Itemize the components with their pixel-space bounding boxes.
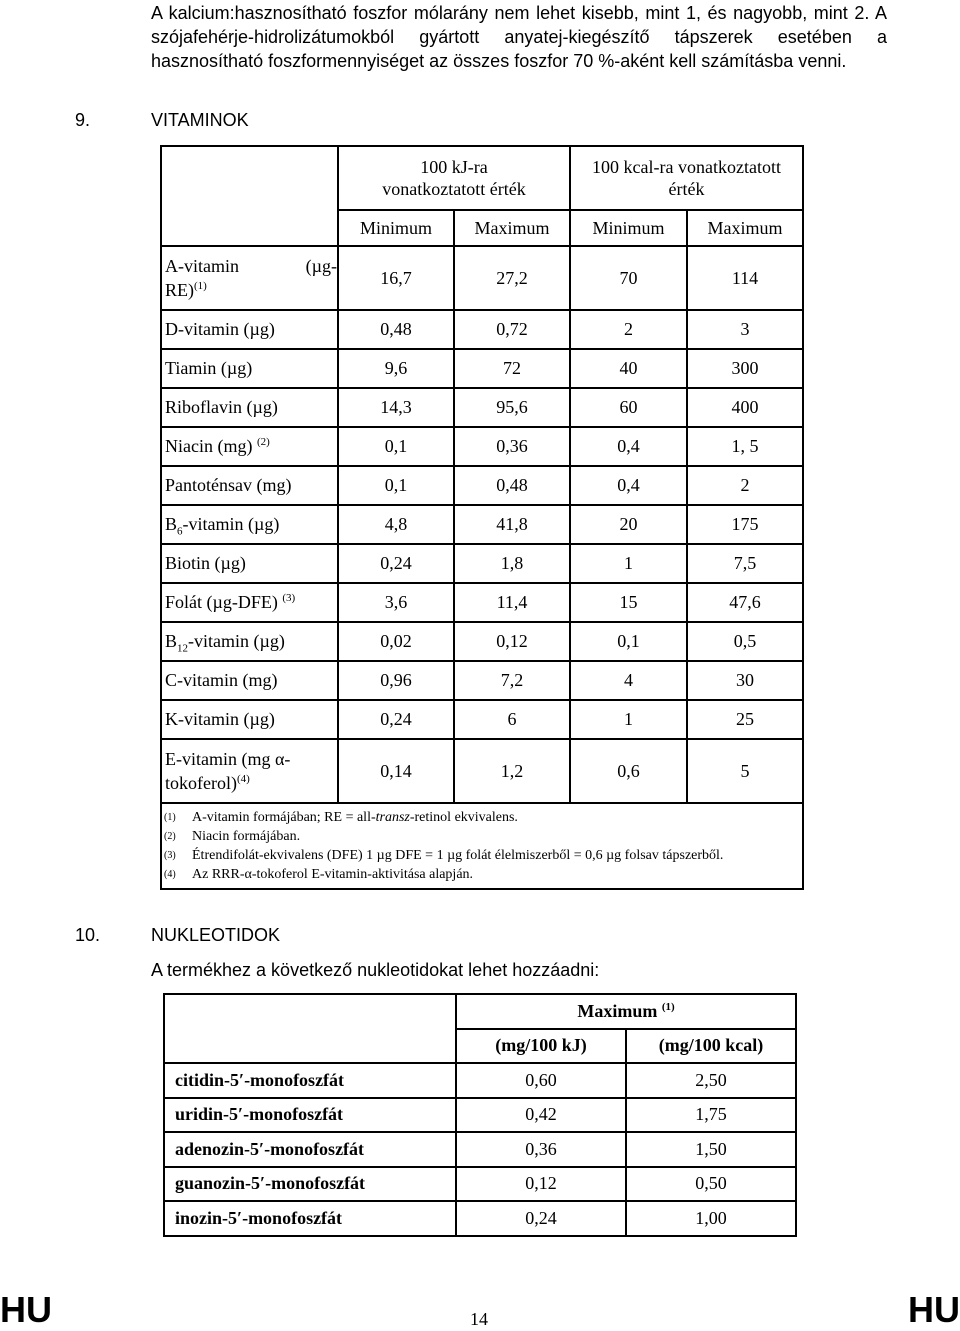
kcal-max-value: 175 — [687, 505, 803, 544]
kcal-max-value: 114 — [687, 246, 803, 310]
nucleotide-table-corner-cell — [164, 994, 456, 1063]
kj-max-value: 7,2 — [454, 661, 570, 700]
footnote: (2) Niacin formájában. — [164, 829, 301, 844]
header-kcal: 100 kcal-ra vonatkoztatott érték — [570, 146, 803, 210]
footer-country-code-left: HU — [0, 1289, 52, 1330]
kj-max-value: 0,72 — [454, 310, 570, 349]
kcal-max-value: 2 — [687, 466, 803, 505]
table-row — [161, 246, 803, 310]
kj-max-value: 11,4 — [454, 583, 570, 622]
kcal-value: 0,50 — [626, 1167, 796, 1202]
kcal-max-value: 400 — [687, 388, 803, 427]
kcal-min-value: 20 — [570, 505, 687, 544]
vitamin-name: Biotin (µg) — [161, 544, 338, 583]
kj-max-header: Maximum — [454, 210, 570, 246]
kj-max-value: 27,2 — [454, 246, 570, 310]
kj-max-value: 0,48 — [454, 466, 570, 505]
kcal-max-header: Maximum — [687, 210, 803, 246]
vitamin-name: $B_6$-vitamin (µg) — [161, 505, 338, 544]
kj-max-value: 72 — [454, 349, 570, 388]
nucleotide-table — [163, 993, 797, 1237]
kcal-max-value: 3 — [687, 310, 803, 349]
kj-min-header: Minimum — [338, 210, 454, 246]
kcal-min-value: 15 — [570, 583, 687, 622]
intro-text: A kalcium:hasznosítható foszfor mólarány nem lehet kisebb, mint 1, és nagyobb, mint 2. A szójafehérje-hidrolizátumokból gyártott anyatej-kiegészítő tápszerek esetében a hasznosítható foszformennyiséget az összes foszfor 70 %-aként kell számításba venni. — [151, 3, 887, 71]
vitamin-name: A-vitamin (µg- RE)$^{(1)}$ — [161, 246, 338, 310]
section-title: VITAMINOK — [151, 110, 249, 130]
kj-min-value: 16,7 — [338, 246, 454, 310]
kj-value: 0,60 — [456, 1063, 626, 1098]
vitamin-name: K-vitamin (µg) — [161, 700, 338, 739]
kj-min-value: 0,24 — [338, 700, 454, 739]
kcal-value: 1,75 — [626, 1098, 796, 1133]
nucleotide-name: inozin-5′-monofoszfát — [164, 1201, 456, 1236]
kj-min-value: 9,6 — [338, 349, 454, 388]
kcal-min-value: 4 — [570, 661, 687, 700]
vitamin-table-corner-cell — [161, 146, 338, 246]
kcal-max-value: 7,5 — [687, 544, 803, 583]
section-number: 9. — [75, 110, 91, 130]
kj-min-value: 0,96 — [338, 661, 454, 700]
footnotes — [161, 803, 803, 889]
unit-kcal-header: (mg/100 kcal) — [626, 1029, 796, 1064]
kcal-value: 1,50 — [626, 1132, 796, 1167]
section-number: 10. — [75, 925, 101, 945]
kcal-max-value: 0,5 — [687, 622, 803, 661]
footnote: (1) A-vitamin formájában; RE = all-transz-retinol ekvivalens. — [164, 810, 518, 825]
table-row — [164, 1063, 796, 1098]
table-row — [161, 661, 803, 700]
table-row — [164, 1098, 796, 1133]
kcal-max-value: 1, 5 — [687, 427, 803, 466]
vitamin-name: Niacin (mg) $^{(2)}$ — [161, 427, 338, 466]
kj-min-value: 0,48 — [338, 310, 454, 349]
kcal-min-value: 0,4 — [570, 427, 687, 466]
vitamin-name: Tiamin (µg) — [161, 349, 338, 388]
vitamin-name: E-vitamin (mg α- tokoferol)$^{(4)}$ — [161, 739, 338, 803]
kcal-max-value: 47,6 — [687, 583, 803, 622]
footnote: (4) Az RRR-α-tokoferol E-vitamin-aktivitása alapján. — [164, 867, 474, 882]
vitamin-table — [160, 145, 804, 890]
kj-max-value: 1,8 — [454, 544, 570, 583]
section-title: NUKLEOTIDOK — [151, 925, 281, 945]
kj-max-value: 1,2 — [454, 739, 570, 803]
page-number: 14 — [470, 1309, 488, 1329]
table-row — [164, 1132, 796, 1167]
header-kj: 100 kJ-ra vonatkoztatott érték — [338, 146, 570, 210]
kj-value: 0,36 — [456, 1132, 626, 1167]
table-row — [161, 427, 803, 466]
kcal-min-value: 0,4 — [570, 466, 687, 505]
kcal-min-value: 1 — [570, 700, 687, 739]
nucleotide-name: citidin-5′-monofoszfát — [164, 1063, 456, 1098]
footnote: (3) Étrendifolát-ekvivalens (DFE) 1 µg DFE = 1 µg folát élelmiszerből = 0,6 µg folsav tápszerből. — [164, 848, 724, 863]
kj-value: 0,24 — [456, 1201, 626, 1236]
kj-max-value: 0,36 — [454, 427, 570, 466]
kj-value: 0,12 — [456, 1167, 626, 1202]
kcal-min-value: 1 — [570, 544, 687, 583]
kj-max-value: 6 — [454, 700, 570, 739]
kcal-min-value: 40 — [570, 349, 687, 388]
kj-value: 0,42 — [456, 1098, 626, 1133]
kj-min-value: 0,14 — [338, 739, 454, 803]
kcal-min-value: 60 — [570, 388, 687, 427]
nucleotide-name: adenozin-5′-monofoszfát — [164, 1132, 456, 1167]
kj-max-value: 0,12 — [454, 622, 570, 661]
table-row — [161, 622, 803, 661]
kj-max-value: 41,8 — [454, 505, 570, 544]
kcal-min-value: 0,1 — [570, 622, 687, 661]
kj-max-value: 95,6 — [454, 388, 570, 427]
vitamin-name: Riboflavin (µg) — [161, 388, 338, 427]
footnotes-row — [161, 803, 803, 889]
table-row — [161, 349, 803, 388]
max-header: Maximum $^{(1)}$ — [456, 994, 796, 1029]
vitamin-name: Folát (µg-DFE) $^{(3)}$ — [161, 583, 338, 622]
kcal-max-value: 300 — [687, 349, 803, 388]
kcal-min-value: 2 — [570, 310, 687, 349]
nucleotide-intro: A termékhez a következő nukleotidokat lehet hozzáadni: — [151, 960, 600, 980]
nucleotide-name: uridin-5′-monofoszfát — [164, 1098, 456, 1133]
vitamin-name: Pantoténsav (mg) — [161, 466, 338, 505]
kcal-min-value: 0,6 — [570, 739, 687, 803]
table-row — [161, 700, 803, 739]
kj-min-value: 0,24 — [338, 544, 454, 583]
kj-min-value: 0,1 — [338, 466, 454, 505]
vitamin-name: $B_{12}$-vitamin (µg) — [161, 622, 338, 661]
kcal-min-value: 70 — [570, 246, 687, 310]
kcal-max-value: 30 — [687, 661, 803, 700]
kj-min-value: 3,6 — [338, 583, 454, 622]
intro-paragraph — [151, 1, 887, 73]
table-row — [161, 739, 803, 803]
footer-country-code-right: HU — [908, 1289, 960, 1330]
kj-min-value: 4,8 — [338, 505, 454, 544]
kcal-min-header: Minimum — [570, 210, 687, 246]
unit-kj-header: (mg/100 kJ) — [456, 1029, 626, 1064]
kj-min-value: 0,02 — [338, 622, 454, 661]
table-row — [164, 1201, 796, 1236]
vitamin-name: C-vitamin (mg) — [161, 661, 338, 700]
nucleotide-name: guanozin-5′-monofoszfát — [164, 1167, 456, 1202]
kcal-value: 2,50 — [626, 1063, 796, 1098]
kj-min-value: 0,1 — [338, 427, 454, 466]
table-row — [161, 583, 803, 622]
kcal-value: 1,00 — [626, 1201, 796, 1236]
kcal-max-value: 5 — [687, 739, 803, 803]
table-row — [161, 310, 803, 349]
table-row — [161, 505, 803, 544]
vitamin-name: D-vitamin (µg) — [161, 310, 338, 349]
table-row — [161, 388, 803, 427]
table-row — [164, 1167, 796, 1202]
table-row — [161, 544, 803, 583]
kj-min-value: 14,3 — [338, 388, 454, 427]
table-row — [161, 466, 803, 505]
kcal-max-value: 25 — [687, 700, 803, 739]
